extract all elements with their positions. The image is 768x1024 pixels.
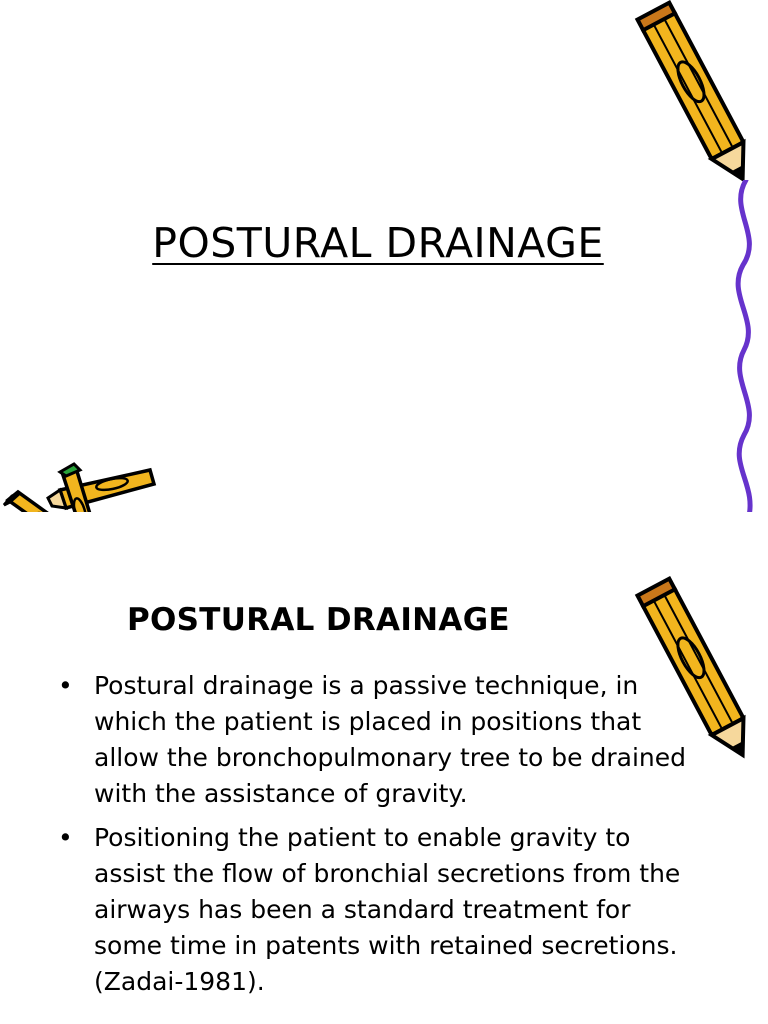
list-item (56, 820, 706, 1000)
bullet-list (56, 668, 706, 1008)
section-title: POSTURAL DRAINAGE (127, 602, 510, 638)
bullet-text: Postural drainage is a passive technique, in which the patient is placed in positions that allow the bronchopulmonary tree to be drained with the assistance of gravity. (94, 671, 686, 808)
list-item (56, 668, 706, 812)
slide-2 (0, 512, 768, 1024)
bullet-icon: • (58, 671, 73, 700)
page-title-text: POSTURAL DRAINAGE (152, 219, 604, 267)
bullet-text: Positioning the patient to enable gravity to assist the flow of bronchial secretions from the airways has been a standard treatment for some time in patents with retained secretions.(Zadai-1981). (94, 823, 681, 996)
crossed-pencils-icon (0, 460, 160, 512)
page-title (0, 218, 756, 268)
bullet-icon: • (58, 823, 73, 852)
pencil-icon (628, 0, 768, 190)
